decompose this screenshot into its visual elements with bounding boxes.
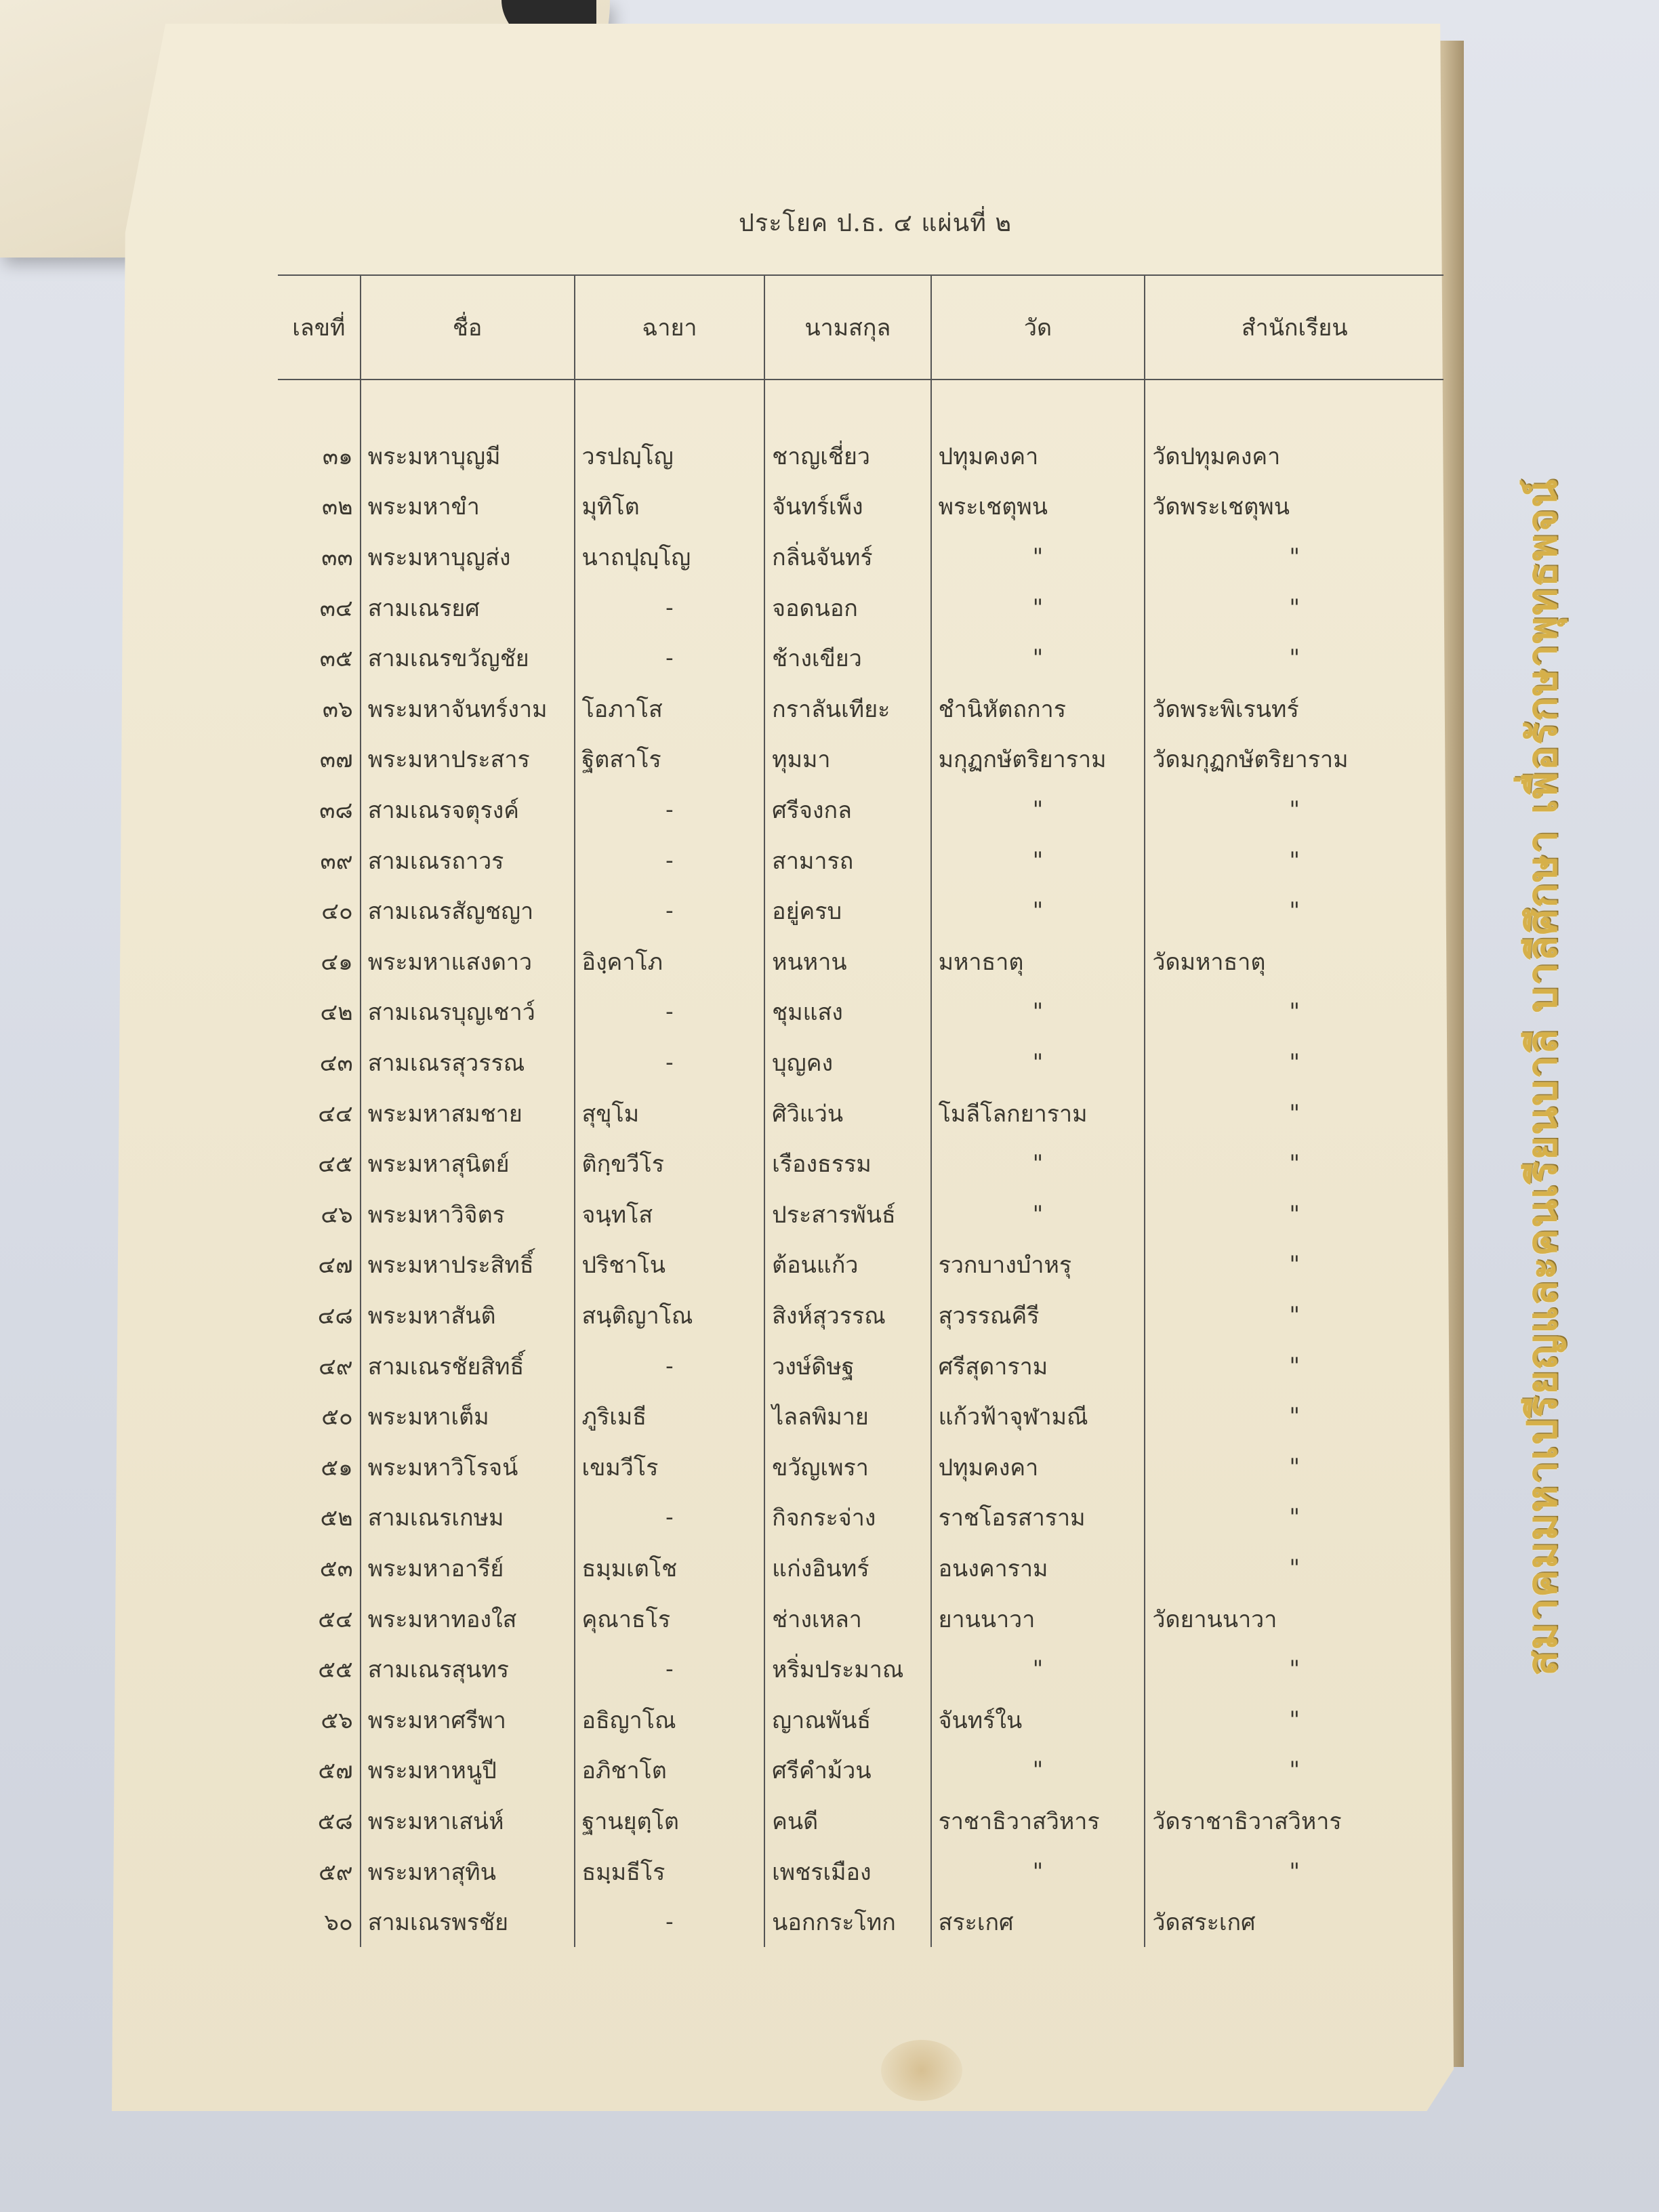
cell-number: ๓๙ xyxy=(320,847,353,875)
cell-alias: นาถปุญฺโญ xyxy=(575,532,765,583)
cell-surname: ประสารพันธ์ xyxy=(764,1189,930,1240)
cell-name: พระมหาขำ xyxy=(361,481,575,532)
cell-number: ๓๗ xyxy=(319,746,353,774)
table-row xyxy=(278,1543,1443,1594)
table-row xyxy=(278,1492,1443,1543)
cell-school: " xyxy=(1145,1543,1443,1594)
cell-alias: จนฺทโส xyxy=(575,1189,765,1240)
cell-temple: แก้วฟ้าจุฬามณี xyxy=(931,1391,1145,1442)
cell-temple: " xyxy=(931,582,1145,633)
cell-temple: " xyxy=(931,1038,1145,1088)
cell-surname: คนดี xyxy=(764,1796,930,1847)
column-header-school: สำนักเรียน xyxy=(1145,275,1443,380)
cell-surname: เพชรเมือง xyxy=(764,1846,930,1897)
cell-surname: ต้อนแก้ว xyxy=(764,1240,930,1290)
cell-surname: จันทร์เพ็ง xyxy=(764,481,930,532)
cell-school: " xyxy=(1145,1240,1443,1290)
cell-alias: สนฺติญาโณ xyxy=(575,1290,765,1341)
cell-surname: อยู่ครบ xyxy=(764,886,930,937)
table-row xyxy=(278,835,1443,886)
cell-name: สามเณรบุญเชาว์ xyxy=(361,987,575,1038)
cell-alias: ธมฺมเตโช xyxy=(575,1543,765,1594)
column-header-surname: นามสกุล xyxy=(764,275,930,380)
cell-alias: อิงฺคาโภ xyxy=(575,937,765,987)
cell-number: ๕๔ xyxy=(318,1605,353,1633)
table-row xyxy=(278,1340,1443,1391)
cell-name: พระมหาสันติ xyxy=(361,1290,575,1341)
cell-school: " xyxy=(1145,835,1443,886)
cell-name: สามเณรสุวรรณ xyxy=(361,1038,575,1088)
cell-name: สามเณรชัยสิทธิ์ xyxy=(361,1340,575,1391)
cell-name: พระมหาสมชาย xyxy=(361,1088,575,1139)
cell-temple: " xyxy=(931,987,1145,1038)
cell-temple: ราชาธิวาสวิหาร xyxy=(931,1796,1145,1847)
cell-name: สามเณรยศ xyxy=(361,582,575,633)
table-row xyxy=(278,431,1443,482)
cell-temple: ปทุมคงคา xyxy=(931,1441,1145,1492)
cell-temple: " xyxy=(931,1745,1145,1796)
cell-surname: ศรีจงกล xyxy=(764,785,930,836)
table-row xyxy=(278,1088,1443,1139)
cell-surname: สิงห์สุวรรณ xyxy=(764,1290,930,1341)
spacer-cell xyxy=(931,380,1145,431)
cell-number: ๕๙ xyxy=(319,1858,353,1886)
cell-temple: จันทร์ใน xyxy=(931,1694,1145,1745)
cell-school: " xyxy=(1145,1340,1443,1391)
cell-number: ๕๗ xyxy=(318,1757,353,1785)
table-row xyxy=(278,684,1443,735)
watermark xyxy=(1481,461,1603,1694)
cell-school: " xyxy=(1145,1644,1443,1695)
cell-alias: - xyxy=(575,582,765,633)
spacer-cell xyxy=(361,380,575,431)
cell-surname: ชาญเชี่ยว xyxy=(764,431,930,482)
table-row xyxy=(278,1391,1443,1442)
table-row xyxy=(278,987,1443,1038)
cell-school: " xyxy=(1145,1745,1443,1796)
cell-name: พระมหาประสาร xyxy=(361,734,575,785)
cell-number: ๓๒ xyxy=(322,493,353,521)
cell-surname: ไลลพิมาย xyxy=(764,1391,930,1442)
table-row xyxy=(278,481,1443,532)
spacer-cell xyxy=(575,380,765,431)
cell-surname: นอกกระโทก xyxy=(764,1897,930,1948)
cell-school: " xyxy=(1145,1846,1443,1897)
cell-number: ๔๒ xyxy=(320,999,353,1027)
cell-name: พระมหาอารีย์ xyxy=(361,1543,575,1594)
cell-number: ๔๗ xyxy=(318,1252,353,1279)
cell-temple: ปทุมคงคา xyxy=(931,431,1145,482)
table-row xyxy=(278,734,1443,785)
cell-name: พระมหาหนูปี xyxy=(361,1745,575,1796)
cell-name: พระมหาสุนิตย์ xyxy=(361,1139,575,1189)
cell-number: ๕๒ xyxy=(320,1504,353,1532)
table-row xyxy=(278,1644,1443,1695)
cell-name: สามเณรจตุรงค์ xyxy=(361,785,575,836)
table-row xyxy=(278,886,1443,937)
table-row xyxy=(278,532,1443,583)
cell-number: ๓๔ xyxy=(319,594,353,622)
spacer-cell xyxy=(1145,380,1443,431)
cell-surname: ช้างเขียว xyxy=(764,633,930,684)
cell-name: พระมหาทองใส xyxy=(361,1593,575,1644)
cell-alias: - xyxy=(575,1897,765,1948)
table-row xyxy=(278,937,1443,987)
paper-stain xyxy=(881,2040,962,2101)
column-header-name: ชื่อ xyxy=(361,275,575,380)
cell-temple: อนงคาราม xyxy=(931,1543,1145,1594)
cell-surname: กลิ่นจันทร์ xyxy=(764,532,930,583)
cell-temple: พระเชตุพน xyxy=(931,481,1145,532)
cell-name: สามเณรพรชัย xyxy=(361,1897,575,1948)
cell-surname: ญาณพันธ์ xyxy=(764,1694,930,1745)
cell-alias: สุขุโม xyxy=(575,1088,765,1139)
cell-name: สามเณรเกษม xyxy=(361,1492,575,1543)
cell-alias: ภูริเมธี xyxy=(575,1391,765,1442)
cell-temple: " xyxy=(931,633,1145,684)
cell-surname: บุญคง xyxy=(764,1038,930,1088)
cell-number: ๓๑ xyxy=(322,443,353,470)
results-table xyxy=(278,274,1443,1947)
cell-temple: " xyxy=(931,1846,1145,1897)
cell-temple: " xyxy=(931,785,1145,836)
cell-alias: เขมวีโร xyxy=(575,1441,765,1492)
cell-alias: - xyxy=(575,835,765,886)
cell-surname: แก่งอินทร์ xyxy=(764,1543,930,1594)
cell-school: " xyxy=(1145,1139,1443,1189)
cell-number: ๔๙ xyxy=(319,1353,353,1380)
table-row xyxy=(278,1189,1443,1240)
cell-temple: โมลีโลกยาราม xyxy=(931,1088,1145,1139)
cell-name: พระมหาวิจิตร xyxy=(361,1189,575,1240)
cell-temple: " xyxy=(931,1189,1145,1240)
table-header-row xyxy=(278,275,1443,380)
cell-number: ๔๔ xyxy=(318,1100,353,1128)
cell-school: วัดสระเกศ xyxy=(1145,1897,1443,1948)
table-row xyxy=(278,1897,1443,1948)
cell-school: " xyxy=(1145,633,1443,684)
table-row xyxy=(278,582,1443,633)
cell-school: วัดปทุมคงคา xyxy=(1145,431,1443,482)
cell-surname: ศรีคำม้วน xyxy=(764,1745,930,1796)
table-row xyxy=(278,1240,1443,1290)
table-row xyxy=(278,1745,1443,1796)
cell-name: สามเณรถาวร xyxy=(361,835,575,886)
cell-name: พระมหาแสงดาว xyxy=(361,937,575,987)
table-row xyxy=(278,1441,1443,1492)
cell-surname: ชุมแสง xyxy=(764,987,930,1038)
table-row xyxy=(278,1290,1443,1341)
cell-alias: อภิชาโต xyxy=(575,1745,765,1796)
cell-alias: - xyxy=(575,1340,765,1391)
cell-alias: ฐิตสาโร xyxy=(575,734,765,785)
cell-number: ๕๑ xyxy=(321,1454,353,1481)
cell-alias: มุทิโต xyxy=(575,481,765,532)
cell-temple: ชำนิหัตถการ xyxy=(931,684,1145,735)
cell-alias: - xyxy=(575,1492,765,1543)
cell-name: พระมหาวิโรจน์ xyxy=(361,1441,575,1492)
cell-alias: - xyxy=(575,987,765,1038)
cell-school: วัดพระพิเรนทร์ xyxy=(1145,684,1443,735)
cell-name: พระมหาบุญส่ง xyxy=(361,532,575,583)
cell-surname: จอดนอก xyxy=(764,582,930,633)
cell-name: พระมหาจันทร์งาม xyxy=(361,684,575,735)
cell-alias: ปริชาโน xyxy=(575,1240,765,1290)
cell-surname: หริ่มประมาณ xyxy=(764,1644,930,1695)
table-row xyxy=(278,1694,1443,1745)
cell-surname: กิจกระจ่าง xyxy=(764,1492,930,1543)
table-row xyxy=(278,1593,1443,1644)
cell-school: " xyxy=(1145,785,1443,836)
cell-name: สามเณรขวัญชัย xyxy=(361,633,575,684)
cell-number: ๓๖ xyxy=(322,695,353,723)
cell-surname: ทุมมา xyxy=(764,734,930,785)
table-row xyxy=(278,1846,1443,1897)
table-row xyxy=(278,1139,1443,1189)
cell-temple: สุวรรณคีรี xyxy=(931,1290,1145,1341)
spacer-cell xyxy=(278,380,361,431)
cell-temple: สระเกศ xyxy=(931,1897,1145,1948)
cell-surname: ช่างเหลา xyxy=(764,1593,930,1644)
cell-alias: - xyxy=(575,1644,765,1695)
cell-name: พระมหาเสน่ห์ xyxy=(361,1796,575,1847)
cell-school: " xyxy=(1145,1088,1443,1139)
cell-alias: - xyxy=(575,886,765,937)
cell-number: ๔๐ xyxy=(321,898,353,926)
cell-name: พระมหาเต็ม xyxy=(361,1391,575,1442)
cell-number: ๓๕ xyxy=(319,645,353,673)
cell-surname: กราลันเทียะ xyxy=(764,684,930,735)
cell-surname: สามารถ xyxy=(764,835,930,886)
cell-number: ๕๕ xyxy=(318,1656,353,1684)
cell-school: " xyxy=(1145,886,1443,937)
cell-number: ๔๘ xyxy=(317,1302,353,1330)
table-row xyxy=(278,1796,1443,1847)
cell-number: ๔๑ xyxy=(321,948,353,976)
cell-school: " xyxy=(1145,987,1443,1038)
cell-temple: " xyxy=(931,532,1145,583)
cell-temple: " xyxy=(931,835,1145,886)
cell-school: วัดยานนาวา xyxy=(1145,1593,1443,1644)
cell-alias: อธิญาโณ xyxy=(575,1694,765,1745)
cell-alias: - xyxy=(575,1038,765,1088)
cell-number: ๕๘ xyxy=(317,1807,353,1835)
spacer-cell xyxy=(764,380,930,431)
document-title: ประโยค ป.ธ. ๔ แผ่นที่ ๒ xyxy=(739,209,1012,237)
cell-number: ๔๓ xyxy=(319,1050,353,1078)
cell-school: วัดมกุฏกษัตริยาราม xyxy=(1145,734,1443,785)
cell-number: ๕๖ xyxy=(321,1706,353,1734)
cell-school: วัดพระเชตุพน xyxy=(1145,481,1443,532)
cell-number: ๓๓ xyxy=(321,544,353,572)
cell-alias: คุณาธโร xyxy=(575,1593,765,1644)
cell-school: " xyxy=(1145,582,1443,633)
cell-temple: ศรีสุดาราม xyxy=(931,1340,1145,1391)
cell-temple: " xyxy=(931,1644,1145,1695)
cell-alias: ธมฺมธีโร xyxy=(575,1846,765,1897)
cell-name: พระมหาบุญมี xyxy=(361,431,575,482)
cell-number: ๕๓ xyxy=(319,1555,353,1582)
cell-number: ๔๖ xyxy=(321,1201,353,1229)
table-row xyxy=(278,633,1443,684)
cell-surname: ศิวิแว่น xyxy=(764,1088,930,1139)
cell-temple: รวกบางบำหรุ xyxy=(931,1240,1145,1290)
table-row xyxy=(278,785,1443,836)
cell-temple: มหาธาตุ xyxy=(931,937,1145,987)
cell-school: วัดราชาธิวาสวิหาร xyxy=(1145,1796,1443,1847)
cell-school: " xyxy=(1145,1694,1443,1745)
cell-surname: หนหาน xyxy=(764,937,930,987)
cell-school: " xyxy=(1145,532,1443,583)
cell-school: " xyxy=(1145,1038,1443,1088)
cell-alias: โอภาโส xyxy=(575,684,765,735)
cell-name: พระมหาสุทิน xyxy=(361,1846,575,1897)
cell-school: " xyxy=(1145,1441,1443,1492)
cell-name: พระมหาศรีพา xyxy=(361,1694,575,1745)
table-row xyxy=(278,1038,1443,1088)
cell-alias: ติกฺขวีโร xyxy=(575,1139,765,1189)
column-header-temple: วัด xyxy=(931,275,1145,380)
cell-alias: วรปญฺโญ xyxy=(575,431,765,482)
cell-number: ๓๘ xyxy=(319,797,353,825)
cell-temple: ยานนาวา xyxy=(931,1593,1145,1644)
cell-surname: เรืองธรรม xyxy=(764,1139,930,1189)
table-spacer-row xyxy=(278,380,1443,431)
cell-school: " xyxy=(1145,1290,1443,1341)
cell-surname: ขวัญเพรา xyxy=(764,1441,930,1492)
cell-name: สามเณรสุนทร xyxy=(361,1644,575,1695)
cell-surname: วงษ์ดิษฐ xyxy=(764,1340,930,1391)
cell-alias: - xyxy=(575,785,765,836)
cell-alias: - xyxy=(575,633,765,684)
cell-school: วัดมหาธาตุ xyxy=(1145,937,1443,987)
cell-temple: " xyxy=(931,1139,1145,1189)
cell-number: ๔๕ xyxy=(318,1151,353,1179)
column-header-alias: ฉายา xyxy=(575,275,765,380)
cell-temple: มกุฏกษัตริยาราม xyxy=(931,734,1145,785)
cell-number: ๖๐ xyxy=(324,1909,353,1937)
cell-school: " xyxy=(1145,1189,1443,1240)
cell-number: ๕๐ xyxy=(321,1404,353,1431)
cell-alias: ฐานยุตฺโต xyxy=(575,1796,765,1847)
column-header-number: เลขที่ xyxy=(278,275,361,380)
cell-name: สามเณรสัญชญา xyxy=(361,886,575,937)
cell-name: พระมหาประสิทธิ์ xyxy=(361,1240,575,1290)
cell-temple: " xyxy=(931,886,1145,937)
watermark-text: สมาคมมหาเปรียญและคนเรียนบาลี บาลีศึกษา เพื่อรักษาพุทธพจน์ xyxy=(1518,478,1566,1677)
cell-temple: ราชโอรสาราม xyxy=(931,1492,1145,1543)
cell-school: " xyxy=(1145,1391,1443,1442)
table-body xyxy=(278,380,1443,1947)
cell-school: " xyxy=(1145,1492,1443,1543)
